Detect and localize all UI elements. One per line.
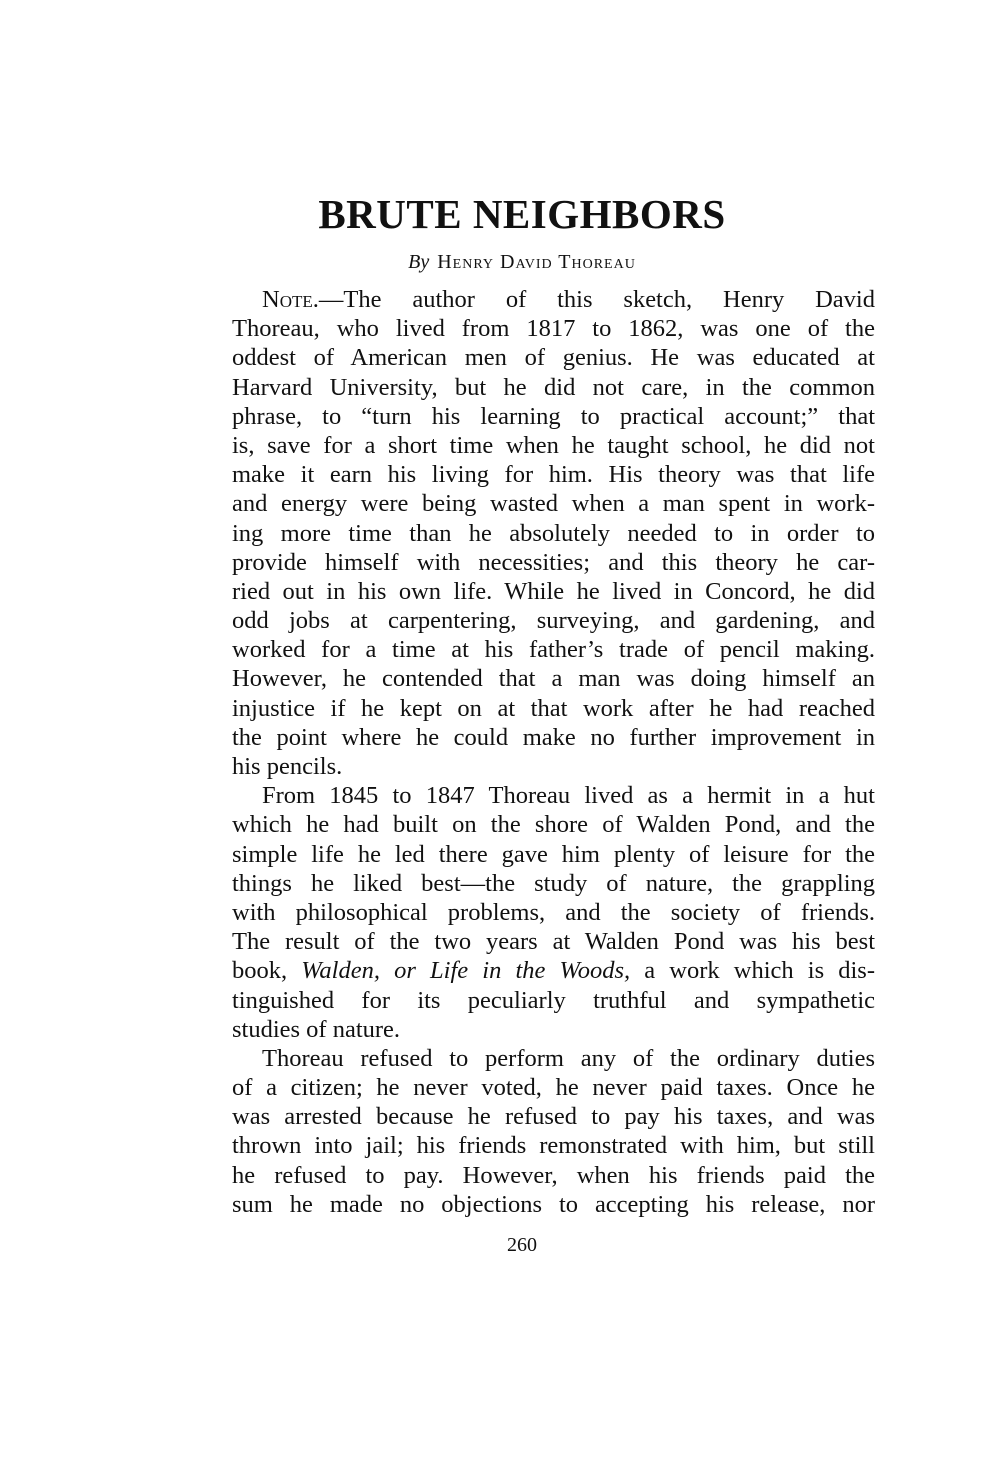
text-line: tinguished for its peculiarly truthful and sympathetic <box>232 986 875 1014</box>
text-line: odd jobs at carpentering, surveying, and gardening, and <box>232 607 875 635</box>
byline <box>0 250 1000 274</box>
text-line: make it earn his living for him. His theory was that life <box>232 461 875 489</box>
paragraph <box>232 1044 875 1219</box>
text-line: phrase, to “turn his learning to practical account;” that <box>232 402 875 430</box>
paragraph <box>232 781 875 1044</box>
text-line: However, he contended that a man was doing himself an <box>232 665 875 693</box>
text-line: of a citizen; he never voted, he never paid taxes. Once he <box>232 1074 875 1102</box>
text-line: ried out in his own life. While he lived in Concord, he did <box>232 577 875 605</box>
page-title: BRUTE NEIGHBORS <box>318 191 726 237</box>
text-line: the point where he could make no further improvement in <box>232 723 875 751</box>
text-line: is, save for a short time when he taught school, he did not <box>232 431 875 459</box>
text-line: injustice if he kept on at that work after he had reached <box>232 694 875 722</box>
paragraph <box>232 285 875 781</box>
text-line: he refused to pay. However, when his friends paid the <box>232 1161 875 1189</box>
byline-by: By <box>408 251 430 273</box>
text-segment: a work which is dis- <box>630 957 875 985</box>
text-line: provide himself with necessities; and this theory he car- <box>232 548 875 576</box>
text-line: his pencils. <box>232 753 343 780</box>
text-line: Harvard University, but he did not care, in the common <box>232 373 875 401</box>
text-line: things he liked best—the study of nature, the grappling <box>232 869 875 897</box>
text-line: worked for a time at his father’s trade of pencil making. <box>232 636 875 664</box>
text-line: was arrested because he refused to pay his taxes, and was <box>232 1103 875 1131</box>
text-line: thrown into jail; his friends remonstrated with him, but still <box>232 1132 875 1160</box>
text-line: From 1845 to 1847 Thoreau lived as a hermit in a hut <box>262 782 875 810</box>
text-line: which he had built on the shore of Walden Pond, and the <box>232 811 875 839</box>
text-line: with philosophical problems, and the society of friends. <box>232 898 875 926</box>
note-label: Note. <box>262 286 319 313</box>
text-line: sum he made no objections to accepting his release, nor <box>232 1190 875 1218</box>
text-line <box>232 285 875 314</box>
page-number: 260 <box>507 1234 537 1256</box>
text-line: The result of the two years at Walden Pond was his best <box>232 928 875 956</box>
text-line: ing more time than he absolutely needed to in order to <box>232 519 875 547</box>
text-line: Thoreau refused to perform any of the ordinary duties <box>262 1044 875 1072</box>
text-segment: book, <box>232 957 302 985</box>
text-line: Thoreau, who lived from 1817 to 1862, was one of the <box>232 315 875 343</box>
text-line <box>232 956 875 985</box>
body-text <box>232 285 875 1219</box>
text-line: and energy were being wasted when a man spent in work- <box>232 490 875 518</box>
byline-author: Henry David Thoreau <box>437 251 636 273</box>
text-line: oddest of American men of genius. He was educated at <box>232 344 875 372</box>
text-line: simple life he led there gave him plenty of leisure for the <box>232 840 875 868</box>
text-line: studies of nature. <box>232 1015 401 1043</box>
text-segment: —The author of this sketch, Henry David <box>318 286 875 313</box>
book-title: Walden, or Life in the Woods, <box>301 957 631 985</box>
